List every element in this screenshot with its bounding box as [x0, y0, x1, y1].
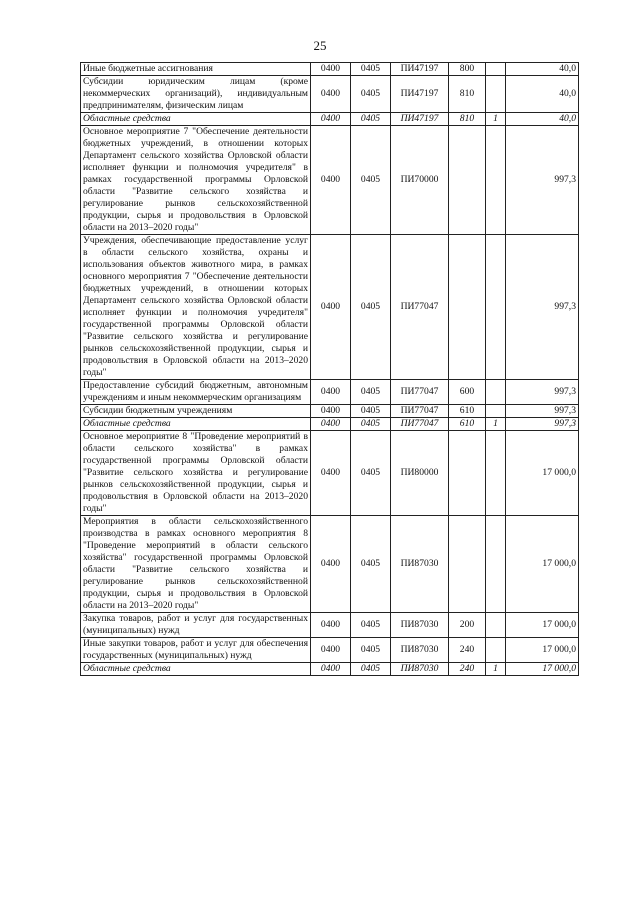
subsection-code: 0405 [351, 663, 391, 676]
expense-type: 810 [449, 113, 486, 126]
section-code: 0400 [311, 418, 351, 431]
row-name: Областные средства [81, 418, 311, 431]
source-code: 1 [486, 113, 506, 126]
expense-type: 810 [449, 76, 486, 113]
source-code [486, 380, 506, 405]
table-row [81, 418, 579, 431]
table-row [81, 76, 579, 113]
expense-type [449, 431, 486, 516]
budget-table [80, 62, 579, 676]
subsection-code: 0405 [351, 63, 391, 76]
section-code: 0400 [311, 380, 351, 405]
table-row [81, 638, 579, 663]
section-code: 0400 [311, 63, 351, 76]
subsection-code: 0405 [351, 126, 391, 235]
target-article: ПИ77047 [391, 235, 449, 380]
target-article: ПИ77047 [391, 418, 449, 431]
section-code: 0400 [311, 516, 351, 613]
table-row [81, 516, 579, 613]
source-code: 1 [486, 663, 506, 676]
target-article: ПИ47197 [391, 76, 449, 113]
section-code: 0400 [311, 638, 351, 663]
section-code: 0400 [311, 405, 351, 418]
target-article: ПИ87030 [391, 663, 449, 676]
row-name: Основное мероприятие 8 "Проведение мероприятий в области сельского хозяйства" в рамках государственной программы Орловской области "Развитие сельского хозяйства и регулирование рынков сельскохозяйственной продукции, сырья и продовольствия в Орловской области на 2013–2020 годы" [81, 431, 311, 516]
section-code: 0400 [311, 235, 351, 380]
target-article: ПИ80000 [391, 431, 449, 516]
source-code [486, 63, 506, 76]
subsection-code: 0405 [351, 380, 391, 405]
table-row [81, 113, 579, 126]
source-code [486, 431, 506, 516]
target-article: ПИ47197 [391, 63, 449, 76]
amount: 17 000,0 [506, 431, 579, 516]
source-code [486, 126, 506, 235]
subsection-code: 0405 [351, 418, 391, 431]
amount: 997,3 [506, 380, 579, 405]
subsection-code: 0405 [351, 613, 391, 638]
table-row [81, 235, 579, 380]
expense-type [449, 235, 486, 380]
section-code: 0400 [311, 76, 351, 113]
expense-type: 800 [449, 63, 486, 76]
row-name: Областные средства [81, 663, 311, 676]
row-name: Мероприятия в области сельскохозяйственного производства в рамках основного мероприятия 8 "Проведение мероприятий в области сельского хозяйства" государственной программы Орловской области "Развитие сельского хозяйства и регулирование рынков сельскохозяйственной продукции, сырья и продовольствия в Орловской области на 2013–2020 годы" [81, 516, 311, 613]
table-row [81, 613, 579, 638]
target-article: ПИ47197 [391, 113, 449, 126]
expense-type: 610 [449, 418, 486, 431]
expense-type: 240 [449, 663, 486, 676]
row-name: Субсидии юридическим лицам (кроме некоммерческих организаций), индивидуальным предпринимателям, физическим лицам [81, 76, 311, 113]
table-row [81, 126, 579, 235]
target-article: ПИ87030 [391, 516, 449, 613]
expense-type: 200 [449, 613, 486, 638]
amount: 40,0 [506, 76, 579, 113]
subsection-code: 0405 [351, 405, 391, 418]
subsection-code: 0405 [351, 516, 391, 613]
source-code [486, 613, 506, 638]
row-name: Областные средства [81, 113, 311, 126]
source-code [486, 405, 506, 418]
budget-table-body [81, 63, 579, 676]
amount: 17 000,0 [506, 613, 579, 638]
row-name: Закупка товаров, работ и услуг для государственных (муниципальных) нужд [81, 613, 311, 638]
subsection-code: 0405 [351, 113, 391, 126]
source-code [486, 235, 506, 380]
amount: 997,3 [506, 126, 579, 235]
row-name: Основное мероприятие 7 "Обеспечение деятельности бюджетных учреждений, в отношении которых Департамент сельского хозяйства Орловской области исполняет функции и полномочия учредителя" в рамках государственной программы Орловской области "Развитие сельского хозяйства и регулирование рынков сельскохозяйственной продукции, сырья и продовольствия в Орловской области на 2013–2020 годы" [81, 126, 311, 235]
expense-type [449, 516, 486, 613]
section-code: 0400 [311, 613, 351, 638]
section-code: 0400 [311, 663, 351, 676]
amount: 17 000,0 [506, 663, 579, 676]
row-name: Учреждения, обеспечивающие предоставление услуг в области сельского хозяйства, охраны и использования объектов животного мира, в рамках основного мероприятия 7 "Обеспечение деятельности бюджетных учреждений, в отношении которых Департамент сельского хозяйства Орловской области исполняет функции и полномочия учредителя" государственной программы Орловской области "Развитие сельского хозяйства и регулирование рынков сельскохозяйственной продукции, сырья и продовольствия в Орловской области на 2013–2020 годы" [81, 235, 311, 380]
expense-type: 610 [449, 405, 486, 418]
amount: 40,0 [506, 113, 579, 126]
expense-type: 240 [449, 638, 486, 663]
target-article: ПИ77047 [391, 380, 449, 405]
amount: 17 000,0 [506, 638, 579, 663]
table-row [81, 431, 579, 516]
table-row [81, 663, 579, 676]
subsection-code: 0405 [351, 76, 391, 113]
amount: 17 000,0 [506, 516, 579, 613]
row-name: Субсидии бюджетным учреждениям [81, 405, 311, 418]
table-row [81, 380, 579, 405]
source-code [486, 516, 506, 613]
subsection-code: 0405 [351, 431, 391, 516]
expense-type: 600 [449, 380, 486, 405]
subsection-code: 0405 [351, 638, 391, 663]
section-code: 0400 [311, 431, 351, 516]
target-article: ПИ87030 [391, 613, 449, 638]
table-row [81, 63, 579, 76]
amount: 997,3 [506, 418, 579, 431]
section-code: 0400 [311, 113, 351, 126]
source-code [486, 638, 506, 663]
source-code [486, 76, 506, 113]
target-article: ПИ77047 [391, 405, 449, 418]
page-number: 25 [313, 38, 327, 53]
target-article: ПИ70000 [391, 126, 449, 235]
expense-type [449, 126, 486, 235]
row-name: Предоставление субсидий бюджетным, автономным учреждениям и иным некоммерческим организациям [81, 380, 311, 405]
source-code: 1 [486, 418, 506, 431]
target-article: ПИ87030 [391, 638, 449, 663]
subsection-code: 0405 [351, 235, 391, 380]
row-name: Иные бюджетные ассигнования [81, 63, 311, 76]
row-name: Иные закупки товаров, работ и услуг для обеспечения государственных (муниципальных) нужд [81, 638, 311, 663]
table-row [81, 405, 579, 418]
section-code: 0400 [311, 126, 351, 235]
amount: 40,0 [506, 63, 579, 76]
amount: 997,3 [506, 235, 579, 380]
amount: 997,3 [506, 405, 579, 418]
